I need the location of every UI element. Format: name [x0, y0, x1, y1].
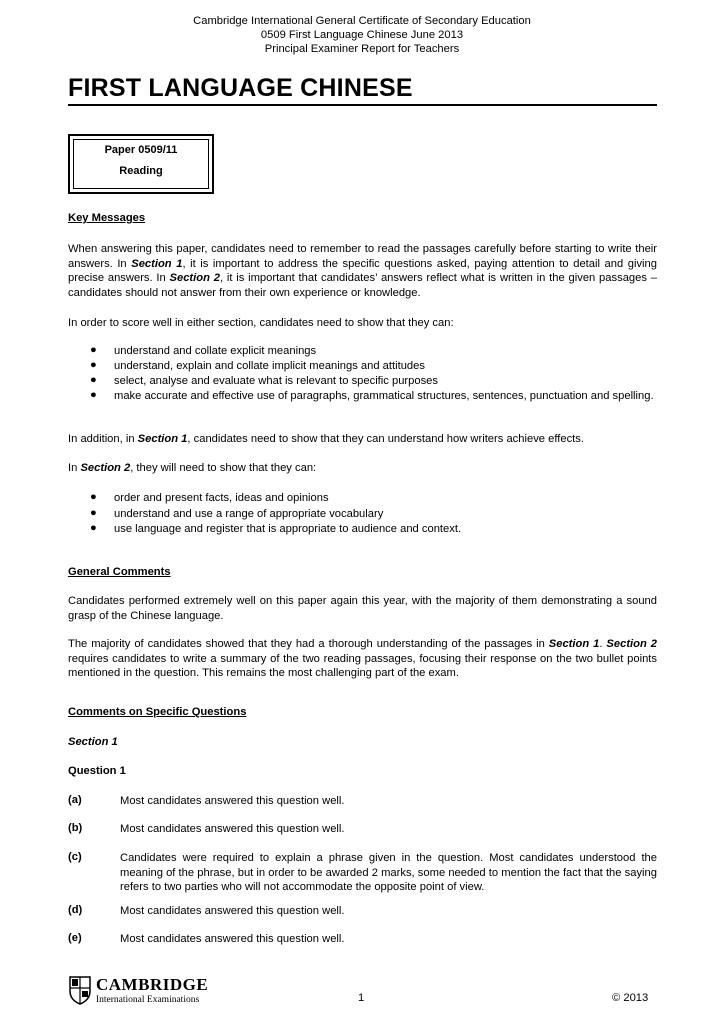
bullet-item: use language and register that is appropriate to audience and context. [114, 523, 462, 535]
question-part-text: Most candidates answered this question well. [120, 823, 345, 835]
text-run: , they will need to show that they can: [130, 462, 317, 474]
bullet-item: understand and use a range of appropriate vocabulary [114, 508, 384, 520]
page-title: FIRST LANGUAGE CHINESE [68, 74, 413, 102]
question-part-label: (e) [68, 932, 82, 944]
logo-subtitle: International Examinations [96, 995, 200, 1005]
key-messages-paragraph-3 [68, 432, 657, 447]
section-ref: Section 2 [80, 462, 131, 474]
text-run: The majority of candidates showed that they had a thorough understanding of the passages in [68, 638, 549, 650]
section-ref: Section 1 [548, 638, 600, 650]
bullet-icon: ● [90, 359, 97, 371]
question-part-label: (b) [68, 822, 83, 834]
text-run: In addition, in [68, 433, 138, 445]
text-run: , it is important to address the specific questions asked, paying attention to detail and giving precise answers. In [68, 257, 657, 284]
header-line-3: Principal Examiner Report for Teachers [264, 43, 460, 55]
paper-component: Reading [119, 165, 163, 177]
section-ref: Section 2 [606, 638, 657, 650]
section-label: Section 1 [68, 736, 118, 748]
question-part-text: Most candidates answered this question well. [120, 905, 345, 917]
text-run: . [599, 638, 607, 650]
specific-questions-heading: Comments on Specific Questions [68, 706, 247, 718]
question-part-label: (c) [68, 851, 82, 863]
bullet-icon: ● [90, 344, 97, 356]
paper-number: Paper 0509/11 [104, 144, 178, 156]
bullet-item: order and present facts, ideas and opinions [114, 492, 329, 504]
key-messages-paragraph-2: In order to score well in either section, candidates need to show that they can: [68, 317, 454, 329]
text-run: requires candidates to write a summary of the two reading passages, focusing their response on the two bullet points mentioned in the question. This remains the most challenging part of the exam. [68, 652, 657, 679]
bullet-icon: ● [90, 491, 97, 503]
page-number: 1 [358, 992, 365, 1004]
header-line-2: 0509 First Language Chinese June 2013 [260, 29, 464, 41]
question-part-label: (d) [68, 904, 83, 916]
text-run: , it is important that candidates’ answers reflect what is written in the given passages – candidates should not answer from their own experience or knowledge. [68, 272, 657, 299]
key-messages-heading: Key Messages [68, 212, 146, 224]
section-ref: Section 1 [131, 257, 183, 270]
question-part-text: Candidates were required to explain a phrase given in the question. Most candidates understood the meaning of the phrase, but in order to be awarded 2 marks, some needed to mention the fact that the saying refers to two parties who will not accommodate the opposite point of view. [120, 852, 657, 893]
question-label: Question 1 [68, 765, 126, 777]
section-ref: Section 1 [137, 433, 188, 445]
text-run: In [68, 462, 81, 474]
section-ref: Section 2 [169, 272, 220, 284]
question-part-text: Most candidates answered this question well. [120, 795, 345, 807]
key-messages-paragraph-1 [68, 242, 657, 300]
bullet-item: understand, explain and collate implicit meanings and attitudes [114, 360, 425, 372]
bullet-item: make accurate and effective use of paragraphs, grammatical structures, sentences, punctuation and spelling. [114, 390, 654, 402]
bullet-item: understand and collate explicit meanings [114, 345, 317, 357]
key-messages-paragraph-4 [68, 461, 657, 476]
question-part-text: Most candidates answered this question well. [120, 933, 345, 945]
title-rule [68, 104, 657, 106]
text-run: When answering this paper, candidates need to remember to read the passages carefully before starting to write their answers. In [68, 243, 657, 270]
crest-icon [68, 975, 92, 1005]
bullet-icon: ● [90, 374, 97, 386]
question-part-label: (a) [68, 794, 82, 806]
bullet-item: select, analyse and evaluate what is relevant to specific purposes [114, 375, 439, 387]
bullet-icon: ● [90, 522, 97, 534]
general-comments-paragraph-2 [68, 637, 657, 681]
copyright: © 2013 [612, 992, 649, 1004]
logo-name: CAMBRIDGE [96, 975, 209, 994]
text-run: , candidates need to show that they can understand how writers achieve effects. [187, 433, 584, 445]
header-line-1: Cambridge International General Certificate of Secondary Education [193, 15, 531, 27]
general-comments-paragraph-1: Candidates performed extremely well on this paper again this year, with the majority of them demonstrating a sound grasp of the Chinese language. [68, 595, 657, 622]
paper-box [68, 134, 214, 194]
page-header [0, 14, 724, 56]
cambridge-logo [68, 975, 209, 1010]
bullet-icon: ● [90, 507, 97, 519]
bullet-icon: ● [90, 389, 97, 401]
general-comments-heading: General Comments [68, 566, 171, 578]
